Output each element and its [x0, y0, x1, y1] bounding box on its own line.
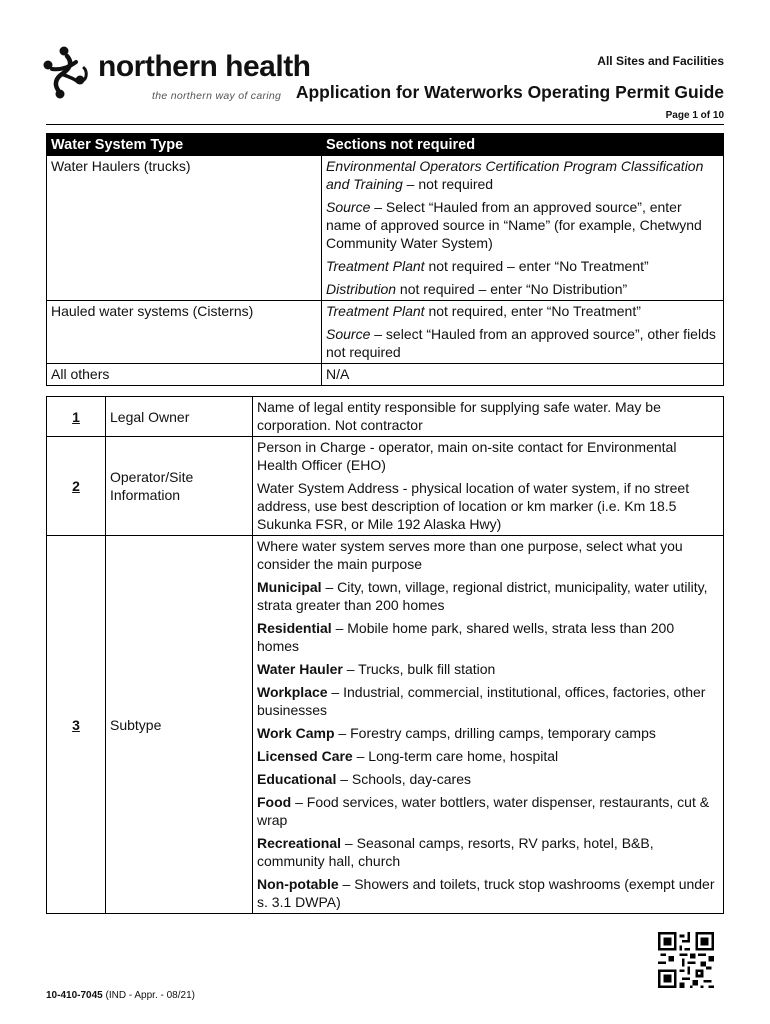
description-text: Name of legal entity responsible for supplying safe water. May be corporation. Not contractor: [257, 399, 661, 433]
description-text: – Long-term care home, hospital: [352, 748, 559, 764]
description-text: – Showers and toilets, truck stop washrooms (exempt under s. 3.1 DWPA): [257, 876, 715, 910]
description-paragraph: [257, 770, 719, 788]
requirement-note: N/A: [326, 366, 350, 382]
description-paragraph: [257, 398, 719, 434]
section-number: 2: [47, 437, 106, 536]
table-header-row: [47, 134, 724, 156]
description-text: Where water system serves more than one purpose, select what you consider the main purpose: [257, 538, 683, 572]
northern-health-logo: [40, 44, 311, 104]
description-paragraph: [257, 537, 719, 573]
description-text: Water System Address - physical location of water system, if no street address, use best description of location or km marker (i.e. Km 18.5 Sukunka FSR, or Mile 192 Alaska Hwy): [257, 480, 690, 532]
description-paragraph: [257, 619, 719, 655]
description-text: – Forestry camps, drilling camps, temporary camps: [334, 725, 656, 741]
requirement-line: [326, 302, 719, 320]
table-row: [47, 156, 724, 301]
requirement-section-name: Treatment Plant: [326, 258, 425, 274]
header-divider: [46, 124, 724, 125]
requirement-line: [326, 365, 719, 383]
description-text: – Trucks, bulk fill station: [342, 661, 496, 677]
requirement-note: not required, enter “No Treatment”: [424, 303, 641, 319]
requirement-note: – Select “Hauled from an approved source”, enter name of approved source in “Name” (for example, Chetwynd Community Water System): [326, 199, 702, 251]
requirement-section-name: Treatment Plant: [326, 303, 425, 319]
water-system-type-table: [46, 133, 724, 386]
section-name: Operator/Site Information: [106, 437, 253, 536]
description-text: – Seasonal camps, resorts, RV parks, hotel, B&B, community hall, church: [257, 835, 654, 869]
subtype-term: Municipal: [257, 579, 322, 595]
description-text: – Food services, water bottlers, water dispenser, restaurants, cut & wrap: [257, 794, 710, 828]
description-text: Person in Charge - operator, main on-site contact for Environmental Health Officer (EHO): [257, 439, 677, 473]
water-system-type-cell: Hauled water systems (Cisterns): [47, 301, 322, 364]
document-title: Application for Waterworks Operating Permit Guide: [295, 82, 724, 102]
qr-code-icon: [658, 932, 714, 988]
subtype-term: Recreational: [257, 835, 342, 851]
form-footer: [46, 990, 195, 1001]
sections-not-required-cell: [322, 301, 724, 364]
water-system-type-cell: All others: [47, 364, 322, 386]
requirement-section-name: Source: [326, 199, 371, 215]
table-row: [47, 364, 724, 386]
description-paragraph: [257, 578, 719, 614]
form-approval-meta: (IND - Appr. - 08/21): [102, 990, 195, 1001]
sections-table: [46, 396, 724, 914]
description-paragraph: [257, 438, 719, 474]
description-paragraph: [257, 724, 719, 742]
water-system-type-cell: Water Haulers (trucks): [47, 156, 322, 301]
header-water-system-type: Water System Type: [47, 134, 322, 156]
section-description: [253, 536, 724, 914]
requirement-line: [326, 198, 719, 252]
requirement-section-name: Distribution: [326, 281, 397, 297]
requirement-section-name: Environmental Operators Certification Program Classification and Training: [326, 158, 704, 192]
subtype-term: Water Hauler: [257, 661, 343, 677]
description-paragraph: [257, 793, 719, 829]
description-text: – City, town, village, regional district, municipality, water utility, strata greater than 200 homes: [257, 579, 708, 613]
subtype-term: Licensed Care: [257, 748, 353, 764]
subtype-term: Food: [257, 794, 292, 810]
requirement-note: not required – enter “No Treatment”: [424, 258, 649, 274]
logo-tagline: the northern way of caring: [152, 90, 282, 102]
requirement-line: [326, 280, 719, 298]
requirement-note: – not required: [402, 176, 494, 192]
sections-not-required-cell: [322, 156, 724, 301]
section-name: Subtype: [106, 536, 253, 914]
requirement-line: [326, 157, 719, 193]
header-sections-not-required: Sections not required: [322, 134, 724, 156]
description-paragraph: [257, 747, 719, 765]
subtype-term: Non-potable: [257, 876, 339, 892]
requirement-note: not required – enter “No Distribution”: [396, 281, 628, 297]
description-text: – Industrial, commercial, institutional, offices, factories, other businesses: [257, 684, 706, 718]
description-paragraph: [257, 660, 719, 678]
description-paragraph: [257, 834, 719, 870]
site-label: All Sites and Facilities: [597, 54, 724, 68]
subtype-term: Workplace: [257, 684, 328, 700]
description-text: – Schools, day-cares: [336, 771, 471, 787]
logo-wordmark: northern health: [98, 50, 311, 83]
section-description: [253, 397, 724, 437]
section-number: 3: [47, 536, 106, 914]
form-code: 10-410-7045: [46, 990, 103, 1001]
table-row: [47, 397, 724, 437]
subtype-term: Work Camp: [257, 725, 335, 741]
requirement-section-name: Source: [326, 326, 371, 342]
description-paragraph: [257, 479, 719, 533]
northern-health-figure-icon: [40, 44, 96, 100]
requirement-line: [326, 257, 719, 275]
section-name: Legal Owner: [106, 397, 253, 437]
description-paragraph: [257, 875, 719, 911]
table-row: [47, 536, 724, 914]
description-paragraph: [257, 683, 719, 719]
subtype-term: Residential: [257, 620, 332, 636]
subtype-term: Educational: [257, 771, 337, 787]
section-number: 1: [47, 397, 106, 437]
table-row: [47, 301, 724, 364]
requirement-line: [326, 325, 719, 361]
sections-not-required-cell: [322, 364, 724, 386]
page-number: Page 1 of 10: [665, 110, 724, 121]
requirement-note: – select “Hauled from an approved source”, other fields not required: [326, 326, 716, 360]
description-text: – Mobile home park, shared wells, strata less than 200 homes: [257, 620, 675, 654]
table-row: [47, 437, 724, 536]
section-description: [253, 437, 724, 536]
